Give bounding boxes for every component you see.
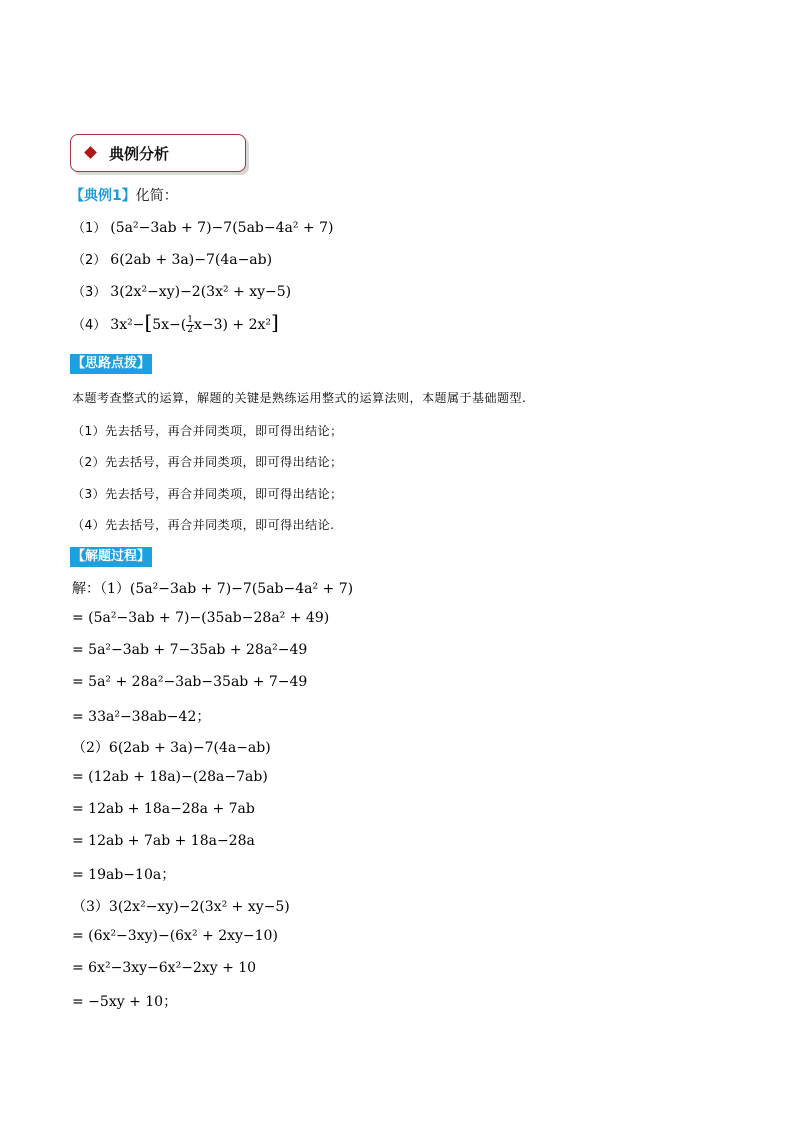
solution-line: = (12ab + 18a)−(28a−7ab) — [72, 769, 268, 785]
solution-badge: 【解题过程】 — [70, 547, 152, 567]
solution-line: = 19ab−10a； — [72, 867, 176, 883]
solution-line: = −5xy + 10； — [72, 994, 178, 1010]
hint-item: （2）先去括号，再合并同类项，即可得出结论； — [72, 455, 343, 469]
solution-line: = 12ab + 18a−28a + 7ab — [72, 801, 255, 817]
problem-1 — [72, 217, 333, 236]
solution-line: 解：（1）(5a²−3ab + 7)−7(5ab−4a² + 7) — [72, 581, 354, 597]
example-label: 【典例1】 — [70, 188, 136, 204]
problem-expression: 3(2x²−xy)−2(3x² + xy−5) — [110, 284, 292, 300]
example-heading — [70, 185, 178, 205]
solution-line: （3）3(2x²−xy)−2(3x² + xy−5) — [72, 899, 290, 915]
section-header — [70, 134, 246, 172]
solution-line: = 6x²−3xy−6x²−2xy + 10 — [72, 960, 257, 976]
problem-4 — [72, 310, 279, 335]
hint-item: （3）先去括号，再合并同类项，即可得出结论； — [72, 487, 343, 501]
example-instruction: 化简： — [135, 188, 178, 204]
hint-badge: 【思路点拨】 — [70, 354, 152, 374]
problem-2 — [72, 249, 272, 268]
solution-line: = 12ab + 7ab + 18a−28a — [72, 833, 255, 849]
problem-3 — [72, 281, 291, 300]
section-title: 典例分析 — [109, 145, 170, 163]
solution-line: = 5a² + 28a²−3ab−35ab + 7−49 — [72, 674, 308, 690]
solution-line: （2）6(2ab + 3a)−7(4a−ab) — [72, 740, 271, 756]
hint-item: （1）先去括号，再合并同类项，即可得出结论； — [72, 424, 343, 438]
problem-expression: 6(2ab + 3a)−7(4a−ab) — [110, 252, 273, 268]
diamond-icon — [84, 146, 97, 159]
hint-summary: 本题考查整式的运算，解题的关键是熟练运用整式的运算法则，本题属于基础题型. — [72, 391, 527, 405]
fraction: $\frac{1}{2}$ — [187, 314, 193, 335]
problem-number: （1） — [72, 221, 107, 236]
solution-line: = (5a²−3ab + 7)−(35ab−28a² + 49) — [72, 610, 330, 626]
problem-number: （2） — [72, 253, 107, 268]
hint-item: （4）先去括号，再合并同类项，即可得出结论. — [72, 518, 335, 532]
problem-number: （3） — [72, 285, 107, 300]
problem-expression: 3x²−[5x−( $\frac{1}{2}$ x−3) + 2x²] — [110, 310, 279, 335]
solution-line: = 33a²−38ab−42； — [72, 709, 211, 725]
solution-line: = 5a²−3ab + 7−35ab + 28a²−49 — [72, 642, 308, 658]
solution-line: = (6x²−3xy)−(6x² + 2xy−10) — [72, 928, 278, 944]
problem-expression: (5a²−3ab + 7)−7(5ab−4a² + 7) — [110, 220, 334, 236]
problem-number: （4） — [72, 318, 107, 333]
